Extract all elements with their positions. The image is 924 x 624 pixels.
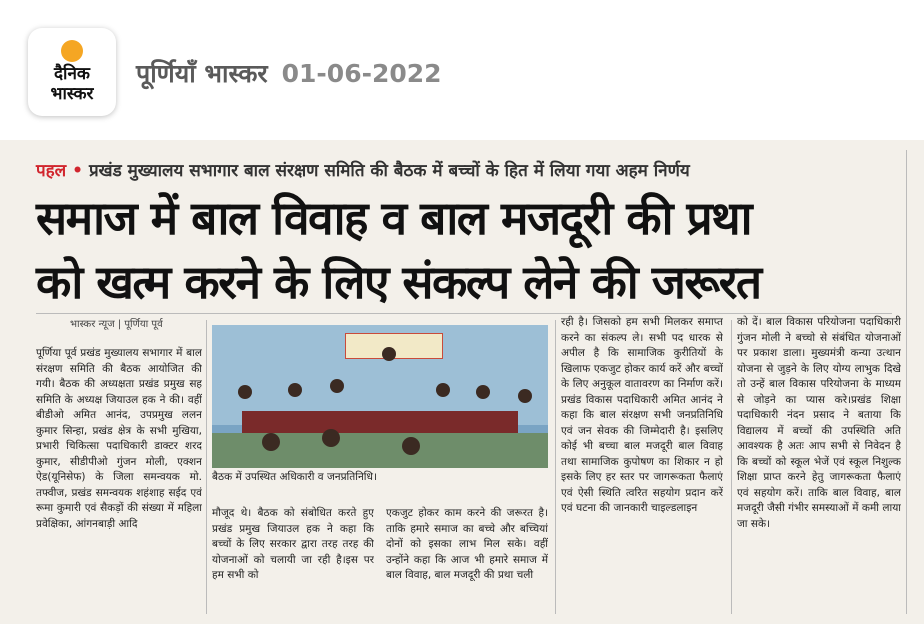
column-rule — [731, 320, 732, 614]
byline: भास्कर न्यूज | पूर्णिया पूर्व — [70, 319, 163, 330]
dainik-bhaskar-logo[interactable] — [28, 28, 116, 116]
headline-line-1: समाज में बाल विवाह व बाल मजदूरी की प्रथा — [36, 191, 752, 245]
headline-divider — [36, 313, 892, 314]
column-4: रही है। जिसको हम सभी मिलकर समाप्त करने का संकल्प ले। सभी पद धारक से अपील है कि सामाजिक कुरीतियों के खिलाफ एकजुट होकर कार्य करें और बच्चों के लिए अनुकूल वातावरण का निर्माण करें। प्रखंड विकास पदाधिकारी अमित आनंद ने कहा कि बाल संरक्षण सभी जनप्रतिनिधि एवं जन सेवक की जिम्मेदारी है। इसलिए कोई भी बच्चा बाल मजदूरी बाल विवाह तथा सामाजिक कुपोषण का शिकार न हो इसके लिए हर स्तर पर जागरूकता फैलाएं एवं ऐसी स्थिति त्वरित सहयोग प्रदान करें एवं घटना की जानकारी चाइल्डलाइन — [561, 316, 723, 514]
headline-line-2: को खत्म करने के लिए संकल्प लेने की जरूरत — [36, 255, 761, 309]
edition-title — [136, 56, 442, 90]
logo-line-1: दैनिक — [54, 64, 90, 84]
column-rule — [906, 150, 907, 614]
column-2: मौजूद थे। बैठक को संबोधित करते हुए प्रखंड प्रमुख जियाउल हक ने कहा कि बच्चों के लिए सरकार द्वारा तरह तरह की योजनाओं को चलायी जा रही है।इस पर हम सभी को — [212, 507, 374, 581]
edition-date: 01-06-2022 — [281, 59, 442, 88]
column-rule — [555, 320, 556, 614]
sun-icon — [61, 40, 83, 62]
column-5: को दें। बाल विकास परियोजना पदाधिकारी गुंजन मोली ने बच्चो से संबंधित योजनाओं पर प्रकाश डाला। मुख्यमंत्री कन्या उत्थान योजना से जुड़ने के लिए योग्य लाभुक दिखे तो उन्हें बाल विकास परियोजना के माध्यम से जोड़ने का प्यास करे।प्रखंड शिक्षा पदाधिकारी नंदन प्रसाद ने बताया कि विद्यालय में बच्चों की उपस्थिति अति आवश्यक है अतः आप सभी से निवेदन है कि बच्चों को स्कूल भेजें एवं स्कूल निशुल्क शिक्षा प्राप्त करने हेतु जागरूकता फैलाएं एवं सहयोग करें। ताकि बाल विवाह, बाल मजदूरी जैसी गंभीर समस्याओं में कमी लाया जा सके। — [737, 316, 901, 530]
edition-name: पूर्णियाँ भास्कर — [136, 59, 268, 88]
article-kicker — [36, 158, 690, 181]
column-rule — [206, 320, 207, 614]
kicker-text: प्रखंड मुख्यालय सभागार बाल संरक्षण समिति की बैठक में बच्चों के हित में लिया गया अहम निर्णय — [89, 161, 690, 181]
app-header — [0, 0, 924, 140]
column-1: पूर्णिया पूर्व प्रखंड मुख्यालय सभागार में बाल संरक्षण समिति की बैठक आयोजित की गयी। बैठक की अध्यक्षता प्रखंड प्रमुख सह समिति के अध्यक्ष जियाउल हक ने की। वहीं बीडीओ अमित आनंद, उपप्रमुख ललन कुमार सिन्हा, प्रखंड क्षेत्र के सभी मुखिया, प्रभारी चिकित्सा पदाधिकारी डाक्टर शरद कुमार, सीडीपीओ गुंजन मोली, एक्शन ऐड(यूनिसेफ) के जिला समन्वयक मो. तफ्वीज, प्रखंड समन्वयक शहंशाह सईद एवं रूमा कुमारी एवं सैकड़ों की संख्या में महिला प्रवेक्षिका, आंगनबाड़ी आदि — [36, 347, 202, 530]
photo-caption: बैठक में उपस्थित अधिकारी व जनप्रतिनिधि। — [212, 471, 377, 483]
logo-line-2: भास्कर — [50, 84, 94, 104]
kicker-tag: पहल • — [36, 161, 83, 181]
column-3: एकजुट होकर काम करने की जरूरत है। ताकि हमारे समाज का बच्चे और बच्चियां दोनों को इसका लाभ मिल सके। वहीं उन्होंने कहा कि आज भी हमारे समाज में बाल विवाह, बाल मजदूरी की प्रथा चली — [386, 507, 548, 581]
meeting-photo — [212, 325, 548, 468]
